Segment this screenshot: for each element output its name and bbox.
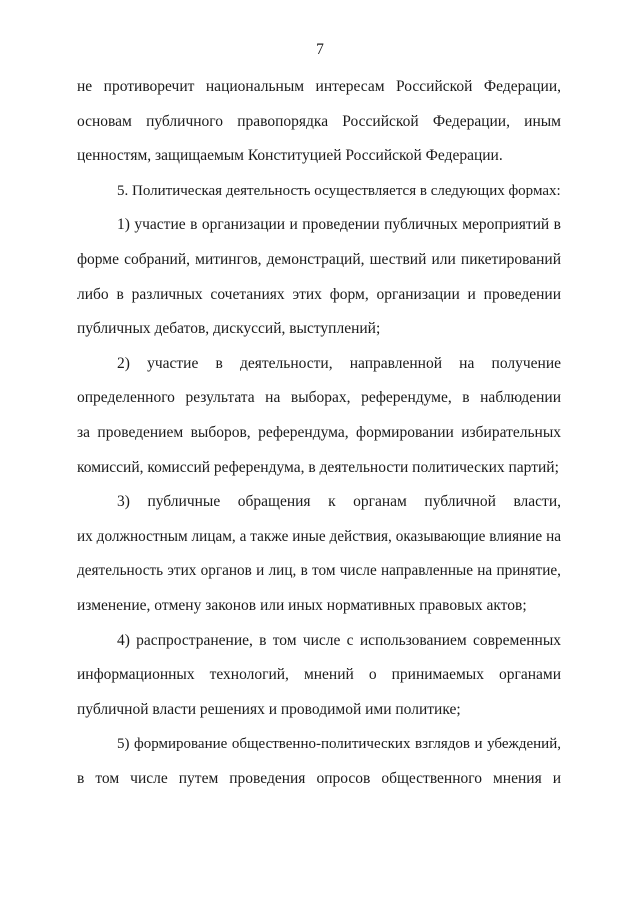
- text-line: не противоречит национальным интересам Российской Федерации,: [77, 78, 561, 95]
- text-line: ценностям, защищаемым Конституцией Российской Федерации.: [77, 147, 503, 165]
- text-line: информационных технологий, мнений о принимаемых органами: [77, 666, 561, 684]
- text-line: 4) распространение, в том числе с использованием современных: [117, 631, 561, 649]
- text-line: изменение, отмену законов или иных нормативных правовых актов;: [77, 596, 527, 614]
- document-body: [77, 70, 561, 796]
- text-line: деятельность этих органов и лиц, в том числе направленные на принятие,: [77, 562, 561, 580]
- text-line: в том числе путем проведения опросов общественного мнения и: [77, 769, 561, 787]
- text-line: комиссий, комиссий референдума, в деятельности политических партий;: [77, 458, 559, 476]
- text-line: за проведением выборов, референдума, формировании избирательных: [77, 423, 561, 441]
- page-number: 7: [316, 41, 324, 58]
- text-line: 2) участие в деятельности, направленной на получение: [117, 354, 561, 372]
- text-line: основам публичного правопорядка Российской Федерации, иным: [77, 112, 561, 130]
- text-line: 3) публичные обращения к органам публичной власти,: [117, 493, 561, 511]
- text-line: форме собраний, митингов, демонстраций, шествий или пикетирований: [77, 250, 561, 268]
- text-line: 5. Политическая деятельность осуществляется в следующих формах:: [117, 182, 561, 199]
- text-line: публичной власти решениях и проводимой ими политике;: [77, 700, 461, 718]
- text-line: либо в различных сочетаниях этих форм, организации и проведении: [77, 285, 561, 303]
- text-line: публичных дебатов, дискуссий, выступлений;: [77, 320, 381, 338]
- text-line: их должностным лицам, а также иные действия, оказывающие влияние на: [77, 527, 561, 545]
- text-line: 5) формирование общественно-политических взглядов и убеждений,: [117, 736, 561, 753]
- text-line: определенного результата на выборах, референдуме, в наблюдении: [77, 389, 561, 407]
- text-line: 1) участие в организации и проведении публичных мероприятий в: [117, 216, 561, 234]
